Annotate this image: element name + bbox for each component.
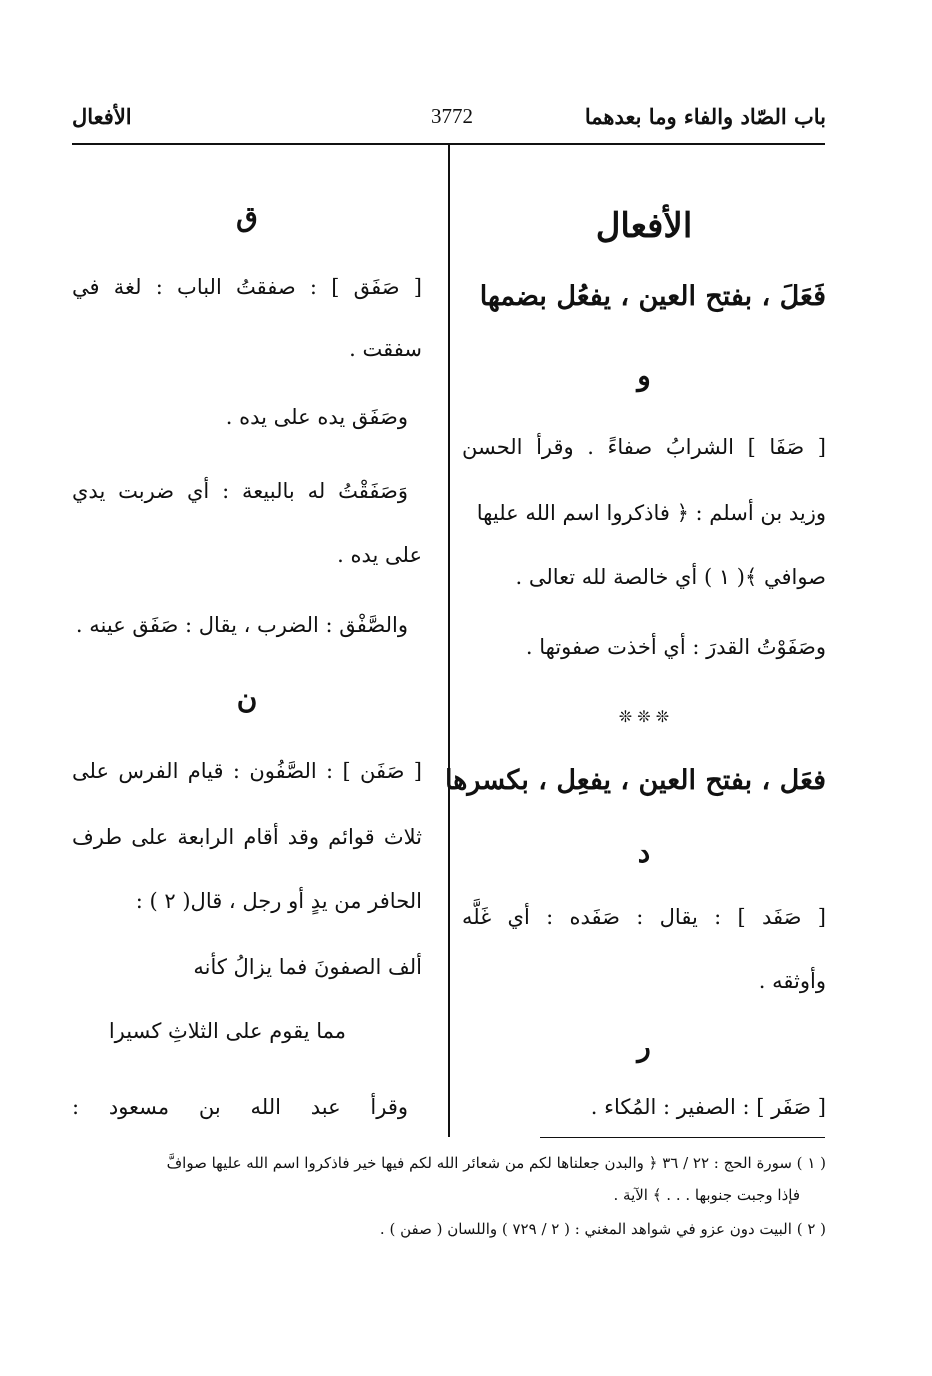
- entry-safan-line-3: الحافر من يدٍ أو رجل ، قال( ٢ ) :: [135, 889, 422, 913]
- running-header-chapter: باب الصّاد والفاء وما بعدهما: [584, 104, 826, 129]
- entry-safa-line-2: وزيد بن أسلم : ﴿ فاذكروا اسم الله عليها: [476, 501, 826, 525]
- page-number: 3772: [431, 104, 473, 128]
- entry-safad-line-1: [ صَفَد ] : يقال : صَفَده : أي غَلَّه: [462, 905, 826, 929]
- entry-safar: [ صَفَر ] : الصفير : المُكاء .: [590, 1095, 826, 1119]
- entry-safan-line-2: ثلاث قوائم وقد أقام الرابعة على طرف: [72, 825, 422, 849]
- section-separator: ❊ ❊ ❊: [618, 707, 670, 726]
- entry-safad-line-2: وأوثقه .: [758, 969, 826, 993]
- section-heading-1: فَعَلَ ، بفتح العين ، يفعُل بضمها: [479, 281, 826, 312]
- entry-safaq-line-2: سفقت .: [349, 337, 422, 361]
- verse-line-2: مما يقوم على الثلاثِ كسيرا: [108, 1019, 346, 1043]
- column-divider: [448, 143, 450, 1137]
- section-heading-2: فعَل ، بفتح العين ، يفعِل ، بكسرها: [444, 765, 826, 796]
- letter-heading-waw: و: [637, 359, 651, 392]
- entry-safq: والصَّفْق : الضرب ، يقال : صَفَق عينه .: [75, 613, 408, 637]
- entry-safa-line-1: [ صَفَا ] الشرابُ صفاءً . وقرأ الحسن: [462, 435, 826, 459]
- footnote-rule: [540, 1137, 825, 1138]
- main-heading: الأفعال: [595, 206, 693, 246]
- verse-line-1: ألف الصفونَ فما يزالُ كأنه: [193, 955, 422, 979]
- entry-safaqtu-line-1: وَصَفَقْتُ له بالبيعة : أي ضربت يدي: [72, 479, 408, 503]
- footnote-1-line-1: ( ١ ) سورة الحج : ٢٢ / ٣٦ ﴿ والبدن جعلناها لكم من شعائر الله لكم فيها خير فاذكروا اسم الله عليها صوافَّ: [166, 1154, 826, 1172]
- entry-safaq-line-1: [ صَفَق ] : صفقتُ الباب : لغة في: [72, 275, 422, 299]
- entry-safawt: وصَفَوْتُ القدرَ : أي أخذت صفوتها .: [525, 635, 826, 659]
- footnote-1-line-2: فإذا وجبت جنوبها . . . ﴾ الآية .: [613, 1186, 800, 1204]
- running-header-section: الأفعال: [72, 104, 132, 129]
- entry-safa-line-3: صوافي ﴾( ١ ) أي خالصة لله تعالى .: [515, 565, 826, 589]
- footnote-2: ( ٢ ) البيت دون عزو في شواهد المغني : ( ٢ / ٧٢٩ ) واللسان ( صفن ) .: [379, 1220, 826, 1238]
- entry-safan-line-1: [ صَفَن ] : الصَّفُون : قيام الفرس على: [72, 759, 422, 783]
- letter-heading-qaf: ق: [236, 200, 258, 233]
- entry-safaqtu-line-2: على يده .: [337, 543, 422, 567]
- letter-heading-dal: د: [637, 836, 651, 869]
- entry-qara: وقرأ عبد الله بن مسعود :: [72, 1095, 408, 1119]
- letter-heading-ra: ر: [637, 1030, 651, 1063]
- letter-heading-nun: ن: [236, 682, 258, 715]
- entry-safaq-yad: وصَفَق يده على يده .: [225, 405, 408, 429]
